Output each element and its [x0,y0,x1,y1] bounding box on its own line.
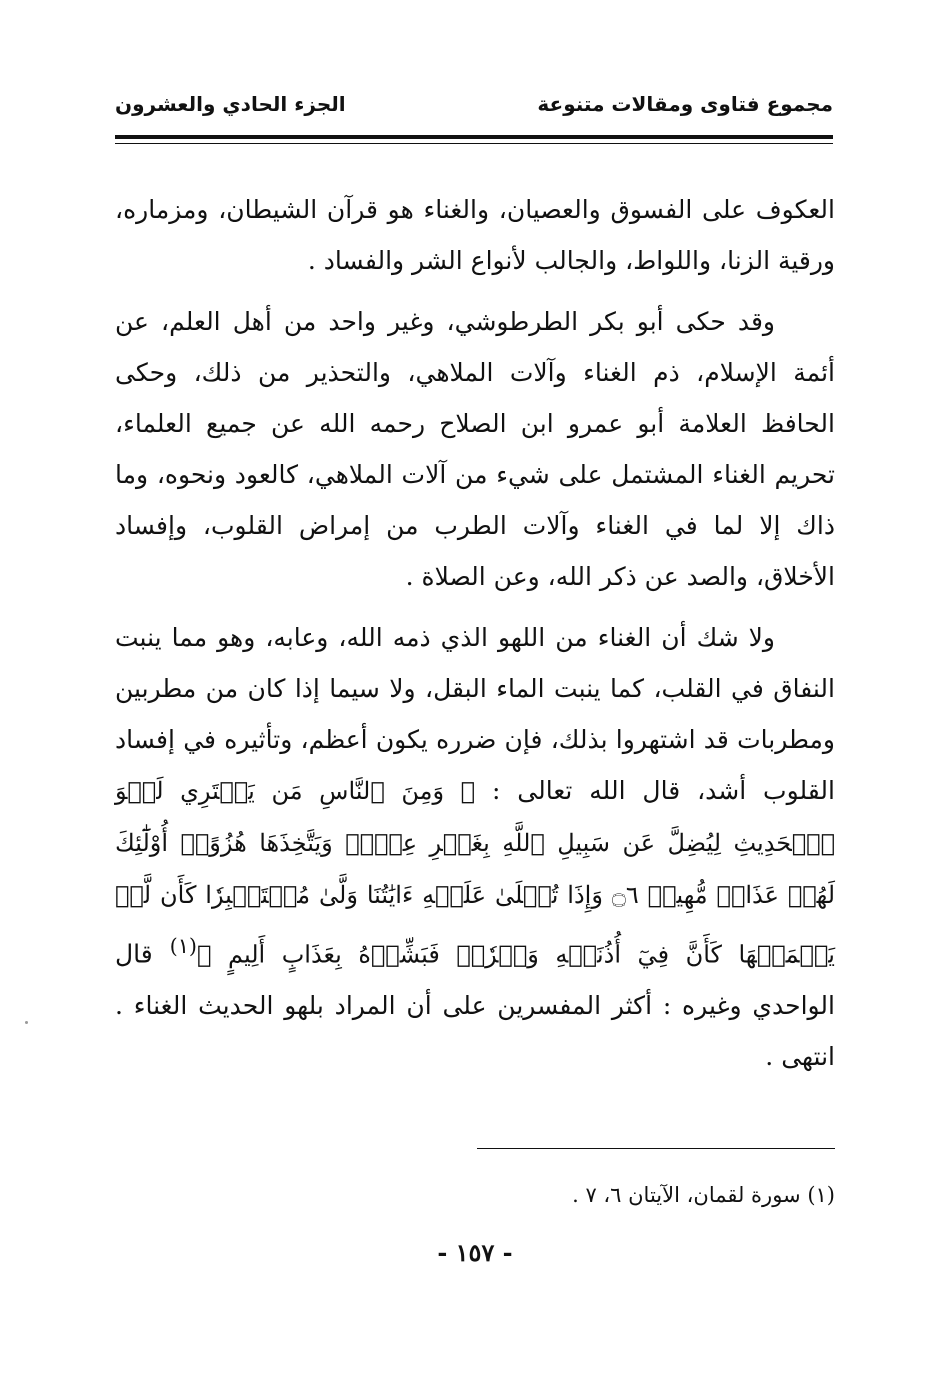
running-header [115,92,833,116]
volume-label: الجزء الحادي والعشرون [115,92,346,116]
page-number: - ١٥٧ - [437,1238,513,1267]
paragraph-3-conclusion: قال الواحدي وغيره : أكثر المفسرين على أن المراد بلهو الحديث الغناء . انتهى . [115,939,835,1072]
paragraph-3 [115,612,835,1082]
book-title: مجموع فتاوى ومقالات متنوعة [537,92,833,116]
footnote-ref: (١) [169,934,198,958]
paragraph-1: العكوف على الفسوق والعصيان، والغناء هو قرآن الشيطان، ومزماره، ورقية الزنا، واللواط، والجالب لأنواع الشر والفساد . [115,195,835,275]
scan-speck [25,1021,28,1024]
footnote-separator [477,1148,835,1149]
paragraph-3-intro: ولا شك أن الغناء من اللهو الذي ذمه الله، وعابه، وهو مما ينبت النفاق في القلب، كما ينبت الماء البقل، ولا سيما إذا كان من مطربين ومطربات قد اشتهروا بذلك، فإن ضرره يكون أعظم، وتأثيره في إفساد القلوب أشد، قال الله تعالى : [115,623,835,805]
footnote: (١) سورة لقمان، الآيتان ٦، ٧ . [572,1183,835,1207]
main-text [115,184,835,1092]
header-rule-thick [115,135,833,139]
header-rule-thin [115,143,833,144]
quran-verse: ﴿ وَمِنَ ٱلنَّاسِ مَن يَشۡتَرِي لَهۡوَ ٱلۡحَدِيثِ لِيُضِلَّ عَن سَبِيلِ ٱللَّهِ بِغَيۡرِ عِلۡمٖ وَيَتَّخِذَهَا هُزُوًاۚ أُوْلَٰٓئِكَ لَهُمۡ عَذَابٞ مُّهِينٞ ۝٦ وَإِذَا تُتۡلَىٰ عَلَيۡهِ ءَايَٰتُنَا وَلَّىٰ مُسۡتَكۡبِرٗا كَأَن لَّمۡ يَسۡمَعۡهَا كَأَنَّ فِيٓ أُذُنَيۡهِ وَقۡرٗاۖ فَبَشِّرۡهُ بِعَذَابٍ أَلِيمٍ ﴾ [115,777,835,969]
paragraph-2: وقد حكى أبو بكر الطرطوشي، وغير واحد من أهل العلم، عن أئمة الإسلام، ذم الغناء وآلات الملاهي، والتحذير من ذلك، وحكى الحافظ العلامة أبو عمرو ابن الصلاح رحمه الله عن جميع العلماء، تحريم الغناء المشتمل على شيء من آلات الملاهي، كالعود ونحوه، وما ذاك إلا لما في الغناء وآلات الطرب من إمراض القلوب، وإفساد الأخلاق، والصد عن ذكر الله، وعن الصلاة . [115,307,835,591]
